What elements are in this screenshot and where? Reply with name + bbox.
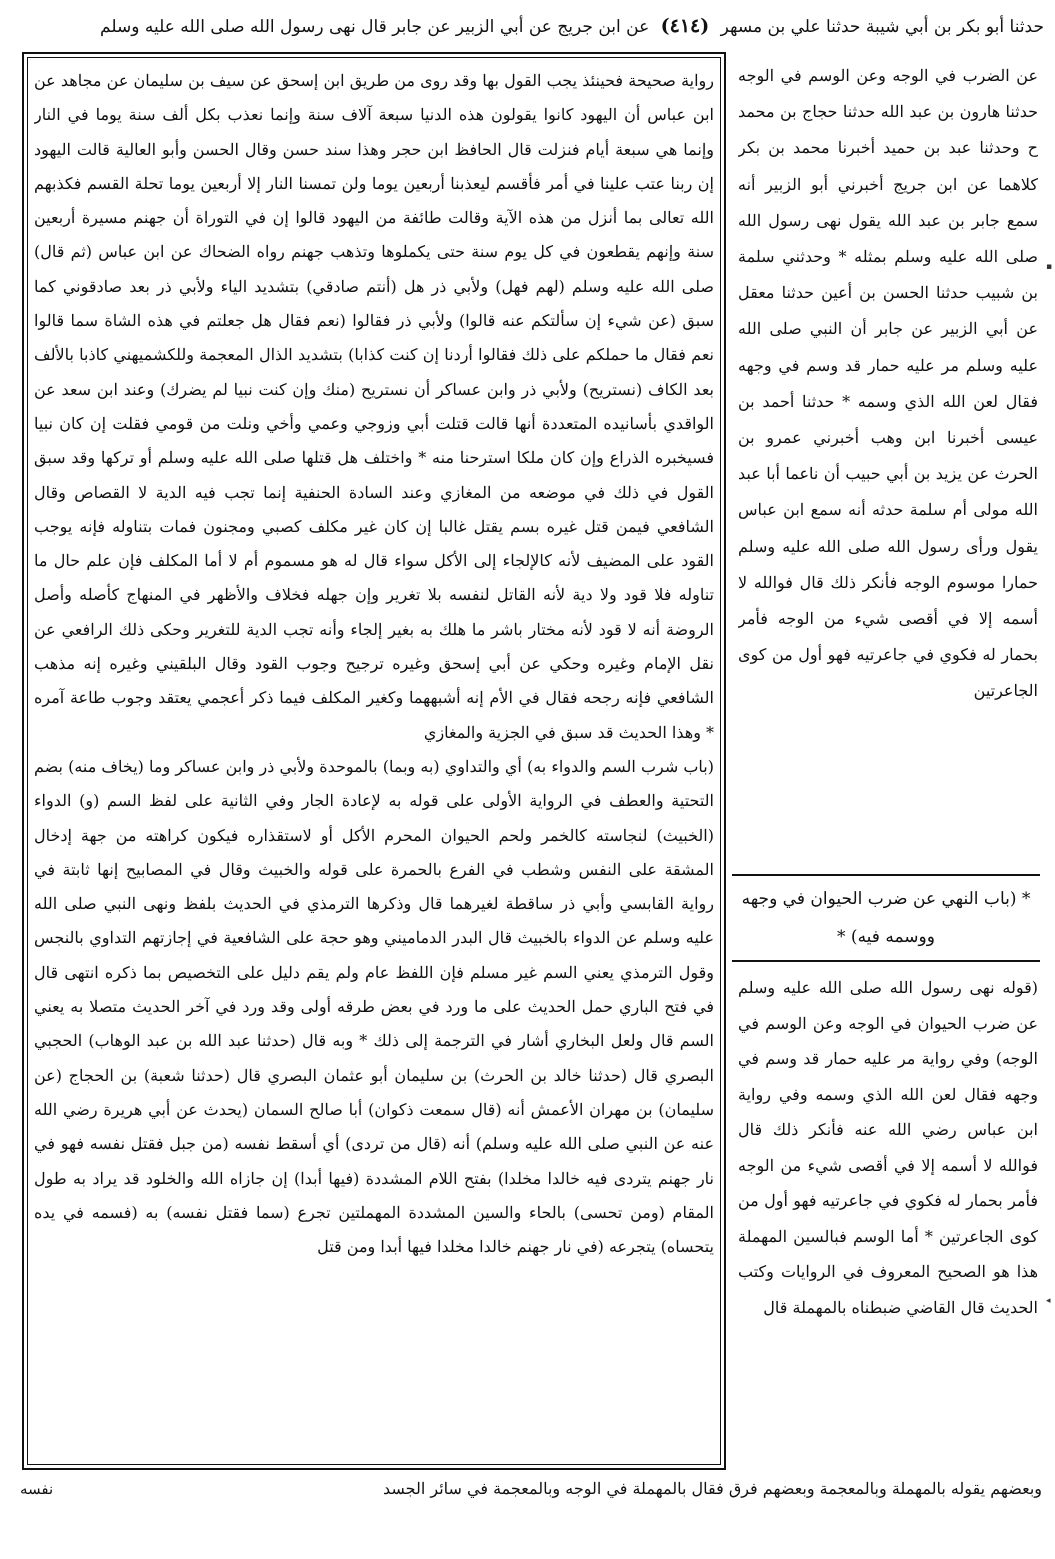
running-header xyxy=(14,8,1044,48)
sharh-paragraph: رواية صحيحة فحينئذ يجب القول بها وقد روى من طريق ابن إسحق عن سيف بن سليمان عن مجاهد عن ابن عباس أن اليهود كانوا يقولون هذه الدنيا سبعة آلاف سنة وإنما نعذب بكل ألف سنة يوما في النار وإنما هي سبعة أيام فنزلت قال الحافظ ابن حجر وهذا سند حسن وقال الحسن وأبو العالية قالت اليهود إن ربنا عتب علينا في أمر فأقسم ليعذبنا أربعين يوما ولن تمسنا النار إلا أربعين يوما تحلة القسم فكذبهم الله تعالى بما أنزل من هذه الآية وقالت طائفة من اليهود قالوا إن في التوراة أن جهنم مسيرة أربعين سنة وإنهم يقطعون في كل يوم سنة حتى يكملوها وتذهب جهنم رواه الضحاك عن ابن عباس (ثم قال) صلى الله عليه وسلم (لهم فهل) ولأبي ذر هل (أنتم صادقي) بتشديد الياء ولأبي ذر بعد صادقوني كما سبق (عن شيء إن سألتكم عنه قالوا) ولأبي ذر فقالوا (نعم فقال هل جعلتم في هذه الشاة سما قالوا نعم فقال ما حملكم على ذلك فقالوا أردنا إن كنت كذابا) بتشديد الذال المعجمة وللكشميهني كاذبا بالألف بعد الكاف (نستريح) ولأبي ذر وابن عساكر أن نستريح (منك وإن كنت نبيا لم يضرك) وعند ابن سعد عن الواقدي بأسانيده المتعددة أنها قالت قتلت أبي وزوجي وعمي وأخي ونلت من قومي فقلت إن كان نبيا فسيخبره الذراع وإن كان ملكا استرحنا منه * واختلف هل قتلها صلى الله عليه وسلم أو تركها وقد سبق القول في ذلك في موضعه من المغازي وعند السادة الحنفية إنما تجب فيه الدية لا القصاص وقال الشافعي فيمن قتل غيره بسم يقتل غالبا إن كان غير مكلف كصبي ومجنون فمات بتناوله فإنه يوجب القود على المضيف لأنه كالإلجاء إلى الأكل سواء قال له هو مسموم أم لا أما المكلف فإن علم حال ما تناوله فلا قود ولا دية لأنه القاتل لنفسه بلا تغرير وإن جهله فخلاف والأظهر في المنهاج كأصله وأصل الروضة أنه لا قود لأنه مختار باشر ما هلك به بغير إلجاء وأنه تجب الدية للتغرير وحكى ذلك الرافعي عن نقل الإمام وغيره وحكي عن أبي إسحق وغيره ترجيح وجوب القود وقال البلقيني وغيره إنه مذهب الشافعي فإنه رجحه فقال في الأم إنه أشبههما وكغير المكلف فيما ذكر أعجمي يعتقد وجوب طاعة آمره * وهذا الحديث قد سبق في الجزية والمغازي xyxy=(34,71,714,742)
sharh-commentary xyxy=(34,64,714,1460)
matn-column xyxy=(730,52,1042,1470)
chapter-heading: * (باب النهي عن ضرب الحيوان في وجهه ووسمه فيه) * xyxy=(732,874,1040,962)
sharh-frame xyxy=(22,52,726,1470)
matn-hadith-text xyxy=(738,58,1038,870)
header-text-right: حدثنا أبو بكر بن أبي شيبة حدثنا علي بن مسهر xyxy=(720,17,1044,37)
matn-commentary: (قوله نهى رسول الله صلى الله عليه وسلم عن ضرب الحيوان في الوجه وعن الوسم في الوجه) وفي رواية مر عليه حمار قد وسم في وجهه فقال لعن الله الذي وسمه وفي رواية ابن عباس رضي الله عنه فأنكر ذلك قال فوالله لا أسمه إلا في أقصى شيء من الوجه فأمر بحمار له فكوي في جاعرتيه فهو أول من كوى الجاعرتين * أما الوسم فبالسين المهملة هذا هو الصحيح المعروف في الروايات وكتب الحديث قال القاضي ضبطناه بالمهملة قال xyxy=(738,978,1038,1317)
footer-note: وبعضهم يقوله بالمهملة وبالمعجمة وبعضهم فرق فقال بالمهملة في الوجه وبالمعجمة في سائر الجسد xyxy=(382,1479,1042,1498)
catchword: نفسه xyxy=(20,1480,54,1498)
margin-dot-mark: ▪ xyxy=(1046,262,1053,272)
sharh-paragraph: (باب شرب السم والدواء به) أي والتداوي (به وبما) بالموحدة ولأبي ذر وابن عساكر وما (يخاف منه) بضم التحتية والعطف في الرواية الأولى على قوله به لإعادة الجار وفي الثانية على لفظ السم (و) الدواء (الخبيث) لنجاسته كالخمر ولحم الحيوان المحرم الأكل أو لاستقذاره فيكون كراهته من جهة إدخال المشقة على النفس وشطب في الفرع بالحمرة على قوله والخبيث وقال في المصابيح إنها ثابتة في رواية القابسي وأبي ذر ساقطة لغيرهما قال وذكرها الترمذي في الحديث بلفظ ونهى النبي صلى الله عليه وسلم عن الدواء بالخبيث قال البدر الدماميني وهو حجة على الشافعية في إجازتهم التداوي بالنجس وقول الترمذي يعني السم غير مسلم فإن اللفظ عام ولم يقم دليل على التخصيص بما ذكره انتهى قال في فتح الباري حمل الحديث على ما ورد في بعض طرقه أولى وقد ورد في آخر الحديث متصلا به يعني السم قال ولعل البخاري أشار في الترجمة إلى ذلك * وبه قال (حدثنا عبد الله بن عبد الوهاب) الحجبي البصري قال (حدثنا خالد بن الحرث) بن سليمان أبو عثمان البصري قال (حدثنا شعبة) بن الحجاج (عن سليمان) بن مهران الأعمش أنه (قال سمعت ذكوان) أبا صالح السمان (يحدث عن أبي هريرة رضي الله عنه عن النبي صلى الله عليه وسلم) أنه (قال من تردى) أي أسقط نفسه (من جبل فقتل نفسه فهو في نار جهنم يتردى فيه خالدا مخلدا) بفتح اللام المشددة (فيها أبدا) إن جازاه الله والخلود قد يراد به طول المقام (ومن تحسى) بالحاء والسين المشددة المهملتين تجرع (سما فقتل نفسه) به (فسمه في يده يتحساه) يتجرعه (في نار جهنم خالدا مخلدا فيها أبدا ومن قتل xyxy=(34,756,714,1257)
page-number: (٤١٤) xyxy=(660,15,710,37)
matn-paragraph: عن الضرب في الوجه وعن الوسم في الوجه حدثنا هارون بن عبد الله حدثنا حجاج بن محمد ح وحدثنا عبد بن حميد أخبرنا محمد بن بكر كلاهما عن ابن جريج أخبرني أبو الزبير أنه سمع جابر بن عبد الله يقول نهى رسول الله صلى الله عليه وسلم بمثله * وحدثني سلمة بن شبيب حدثنا الحسن بن أعين حدثنا معقل عن أبي الزبير عن جابر أن النبي صلى الله عليه وسلم مر عليه حمار قد وسم في وجهه فقال لعن الله الذي وسمه * حدثنا أحمد بن عيسى أخبرنا ابن وهب أخبرني عمرو بن الحرث عن يزيد بن أبي حبيب أن ناعما أبا عبد الله مولى أم سلمة حدثه أنه سمع ابن عباس يقول ورأى رسول الله صلى الله عليه وسلم حمارا موسوم الوجه فأنكر ذلك قال فوالله لا أسمه إلا في أقصى شيء من الوجه فأمر بحمار له فكوي في جاعرتيه فهو أول من كوى الجاعرتين xyxy=(738,66,1038,701)
page-footer xyxy=(20,1474,1042,1508)
margin-dot-mark: ◂ xyxy=(1046,1296,1051,1306)
header-text-left: عن ابن جريج عن أبي الزبير عن جابر قال نهى رسول الله صلى الله عليه وسلم xyxy=(100,17,650,37)
